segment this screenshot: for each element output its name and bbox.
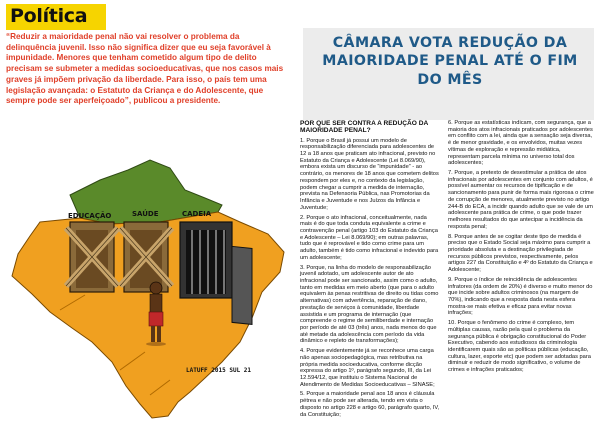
- column-heading: POR QUE SER CONTRA A REDUÇÃO DA MAIORIDADE PENAL?: [300, 120, 428, 135]
- health-door: [120, 222, 172, 292]
- cartoon-signature: LATUFF 2015 SUL 21: [186, 367, 252, 374]
- reason-10: 10. Porque o fenômeno do crime é complexo, tem múltiplas causas, razão pela qual o problema da segurança pública é obrigação constitucional do Poder Executivo, cabendo aos estudiosos da criminologia identificarem quais são as políticas públicas (educação, cultura, lazer, esporte etc) que podem ser adotadas para diminuir e reduzir de modo significativo, o volume de crimes e infrações praticados;: [448, 320, 591, 374]
- reason-3: 3. Porque, na linha do modelo de responsabilização juvenil adotado, um adolescente autor de ato infracional pode ser sancionado, assim como o adulto, tanto em medidas em meio aberto (que para o adulto equivalem às penas restritivas de direito ou tidas como alternativas) com advertência, reparação de dano, prestação de serviços à comunidade, liberdade assistida e um programa de internação (que compreende o regime de semiliberdade e internação por período de até 03 (três) anos, nada menos do que até metade da adolescência com período da vida dinâmico e repleto de transformações);: [300, 264, 439, 345]
- article-column-1: [300, 120, 440, 421]
- education-door: [66, 222, 118, 292]
- label-jail: CADEIA: [182, 210, 212, 218]
- president-quote: “Reduzir a maioridade penal não vai resolver o problema da delinquência juvenil. Isso não significa dizer que eu seja favorável à impunidade. Menores que tenham cometido algum tipo de delito precisam se submeter a medidas socioeducativas, que nos casos mais graves já impõem privação da liberdade. Para isso, o país tem uma legislação avançada: o Estatuto da Criança e do Adolescente, que sempre pode ser aperfeiçoado”, publicou a presidente.: [6, 32, 284, 106]
- reason-7: 7. Porque, a pretexto de desestimular a prática de atos infracionais por adolescentes em conjunto com adultos, é possível aumentar os recursos de tipificação e de sancionamento para punir de forma mais rigorosa o crime de corrupção de menores, atualmente previsto no artigo 244-B do ECA, a incidir quando adulto que se vale de um adolescente para prática de crime, o que pode trazer melhores resultados do que antecipar a incidência da resposta penal;: [448, 170, 594, 230]
- reason-5: 5. Porque a maioridade penal aos 18 anos é cláusula pétrea e não pode ser alterada, tendo em vista o disposto no artigo 228 e artigo 60, parágrafo quarto, IV, da Constituição;: [300, 391, 440, 418]
- headline-box: [303, 28, 594, 120]
- reason-4: 4. Porque evidentemente já se reconhece uma carga não apenas sociopedagógica, mas retributiva na própria medida socioeducativa, conforme dicção expressa do artigo 1º, parágrafo segundo, III, da Lei 12.594/12, que instituiu o Sistema Nacional de Atendimento de Medidas Socioeducativas – SINASE;: [300, 348, 435, 388]
- reason-1: 1. Porque o Brasil já possui um modelo de responsabilização diferenciada para adolescentes de 12 a 18 anos que praticam ato infracional, previsto no Estatuto da Criança e Adolescente (Lei 8.069/90), embora exista um discurso de “impunidade” - ao contrário, os menores de 18 anos que cometem delitos respondem por eles e, no contexto da legislação, podem chegar a cumprir a medida de internação, prevista na Defensoria Pública, nas Promotorias da Infância e Juventude e nos Juízos da Infância e Juventude;: [300, 137, 439, 211]
- headline: CÂMARA VOTA REDUÇÃO DA MAIORIDADE PENAL ATÉ O FIM DO MÊS: [322, 35, 578, 88]
- label-health: SAÚDE: [132, 210, 159, 218]
- reason-2: 2. Porque o ato infracional, conceitualmente, nada mais é do que toda conduta equivalente a crime e contravenção penal (artigo 103 do Estatuto da Criança e Adolescente – Lei 8.069/90); em outras palavras, tudo que é reprovável e tido como crime para um adulto, também é tido como infracional e indevido para um adolescente;: [300, 214, 439, 261]
- article-column-2: [448, 120, 594, 377]
- section-tag: [6, 4, 106, 30]
- reason-8: 8. Porque antes de se cogitar deste tipo de medida é preciso que o Estado Social seja máximo para cumprir a prioridade absoluta e a destinação privilegiada de recursos públicos previstos, respectivamente, pelos artigos 227 da Constituição e 4º do Estatuto da Criança e Adolescente;: [448, 233, 593, 274]
- label-education: EDUCAÇÃO: [68, 212, 112, 220]
- section-title: Política: [10, 5, 88, 27]
- reason-6: 6. Porque as estatísticas indicam, com segurança, que a maioria dos atos infracionais praticados por adolescentes em conflito com a lei, ainda que a sensação seja diversa, é de menor gravidade, e os envolvidos, muitas vezes vítimas de exploração e repressão midiática, representam parcela mínima no universo total dos adolescentes;: [448, 120, 593, 167]
- reason-9: 9. Porque o índice de reincidência de adolescentes infratores (da ordem de 20%) é diverso e muito menor do que incide sobre adultos criminosos (na margem de 70%), indicando que a resposta dada nesta esfera mostra-se mais efetiva e eficaz para evitar novas infrações;: [448, 276, 593, 317]
- cartoon-illustration: [0, 120, 290, 424]
